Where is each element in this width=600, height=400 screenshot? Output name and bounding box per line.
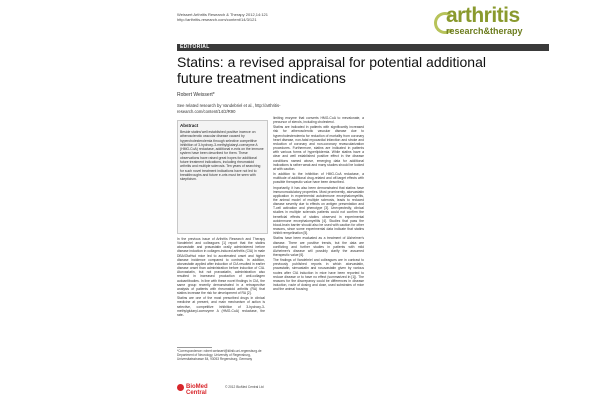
- body-paragraph: Importantly, it has also been demonstrated that statins have immunomodulatory properties. Most prominently, atorvastatin application in experimental autoimmune encephalomyelitis, the animal model of multiple sclerosis, leads to reduced disease severity due to effects on antigen presentation and T-cell activation and phenotype [3]. Unexpectedly, clinical studies in multiple sclerosis patients could not confirm the beneficial effects of statins observed in experimental autoimmune encephalomyelitis [4]. Studies that pass the blood-brain barrier should also be used with caution for other reasons, since some experimental data indicate that statins inhibit remyelination [5].: [273, 185, 364, 236]
- article-author: Robert Weissert*: [177, 92, 215, 98]
- body-column-left: [177, 237, 265, 342]
- abstract-heading: Abstract: [180, 123, 199, 128]
- abstract-box: [177, 120, 268, 234]
- journal-logo: [432, 4, 552, 42]
- journal-line: Weissert Arthritis Research & Therapy 2012,14:121: [177, 12, 269, 17]
- body-paragraph: In addition to the inhibition of HMG-CoA reductase, a multitude of additional drug-related and off-target effects with possible therapeutic value have been described.: [273, 172, 364, 185]
- section-bar: [177, 44, 549, 51]
- abstract-text: Beside statins'well established positive incence on atherosclerotic vascular disease caused by hypercholesterolemia through selective competitive inhibition of 3-hydroxy-3-methylglutaryl-coenzyme A (HMG-CoA) reductase, additional e-ects on the immune system have been described for them. These observations have raised great hopes for additional future treatment indications, including rheumatoid arthritis and multiple sclerosis. Ten years of searching for such novel treatment indications have not led to breakthroughs and future e-orts must be seen with skepticism.: [180, 130, 264, 182]
- body-paragraph: limiting enzyme that converts HMG-CoA to mevalonate, a precursor of sterols, including cholesterol.: [273, 116, 364, 125]
- logo-word-arthritis: arthritis: [446, 4, 520, 27]
- body-paragraph: Statins are indicated in patients with significantly increased risk for atherosclerotic vascular disease due to hypercholesterolemia for reduction of mortality from coronary heart disease, non-fatal myocardial infarction and stroke and reduction of coronary and non-coronary revascularization procedures. Furthermore, statins are indicated in patients with various forms of hyperlipidemia. While statins have a clear and well established positive effect in the disease conditions named above, emerging data for additional indications is rather weak and many studies should be looked at with caution.: [273, 125, 364, 171]
- journal-citation: [177, 12, 268, 22]
- article-title: Statins: a revised appraisal for potential additional future treatment indications: [177, 54, 486, 86]
- logo-word-research-therapy: research&therapy: [446, 26, 523, 36]
- journal-url[interactable]: http://arthritis-research.com/content/14/3/121: [177, 17, 257, 22]
- publisher-logo: [177, 383, 217, 396]
- correspondence-footnote: *Correspondence: robert.weissert@klinik.uni-regensburg.de Department of Neurology, University of Regensburg, Universitatsstrasse 84, 93053 Regensburg, Germany: [177, 349, 262, 361]
- publisher-logo-icon: [177, 384, 184, 391]
- related-research-note[interactable]: See related research by Vandebriel et al., http://arthritis-research.com/content/14/2/R90: [177, 103, 281, 114]
- body-paragraph: In the previous issue of Arthritis Research and Therapy Vandebriel and colleagues [1] report that the statins atorvastatin and pravastatin orally administered before disease induction in collagen-induced arthritis (CIA) in male DBA/OlaHsd mice led to accelerated onset and higher disease incidence compared to controls. In addition, atorvastatin applied after induction of CIA resulted in earlier disease onset than administration before induction of CIA. Atorvastatin, but not pravastatin, administration also resulted in increased production of anti-collagen autoantibodies. In line with these novel findings in CIA, the same group recently demonstrated in a retrospective analysis of patients with rheumatoid arthritis (RA) that statins increase the risk for development of RA [2].: [177, 237, 265, 296]
- body-paragraph: The findings of Vandebriel and colleagues are in contrast to previously published reports in which atorvastatin, pravastatin, simvastatin and rosuvastatin given by various routes after CIA induction in mice have been reported to reduce disease or to have no effect (summarized in [1]). The reasons for the discrepancy could be differences in disease induction, route of dosing and dose, used substrains of mice and the animal housing: [273, 258, 364, 292]
- body-paragraph: Statins are one of the most prescribed drugs in clinical medicine at present, and main mechanism of action is selective, competitive inhibition of 3-hydroxy-3-methylglutaryl-coenzyme A (HMG-CoA) reductase, the rate-: [177, 296, 265, 317]
- body-paragraph: Statins have been evaluated as a treatment of Alzheimer's disease. There are positive trends, but the data are conflicting and further studies in patients with mild Alzheimer's disease will possibly clarify the assumed therapeutic value [6].: [273, 236, 364, 257]
- section-label: EDITORIAL: [180, 44, 210, 50]
- footnote-divider: [177, 347, 212, 348]
- publisher-name: BioMed Central: [186, 384, 208, 396]
- copyright-notice: © 2012 BioMed Central Ltd: [225, 385, 264, 389]
- body-column-right: [273, 116, 364, 400]
